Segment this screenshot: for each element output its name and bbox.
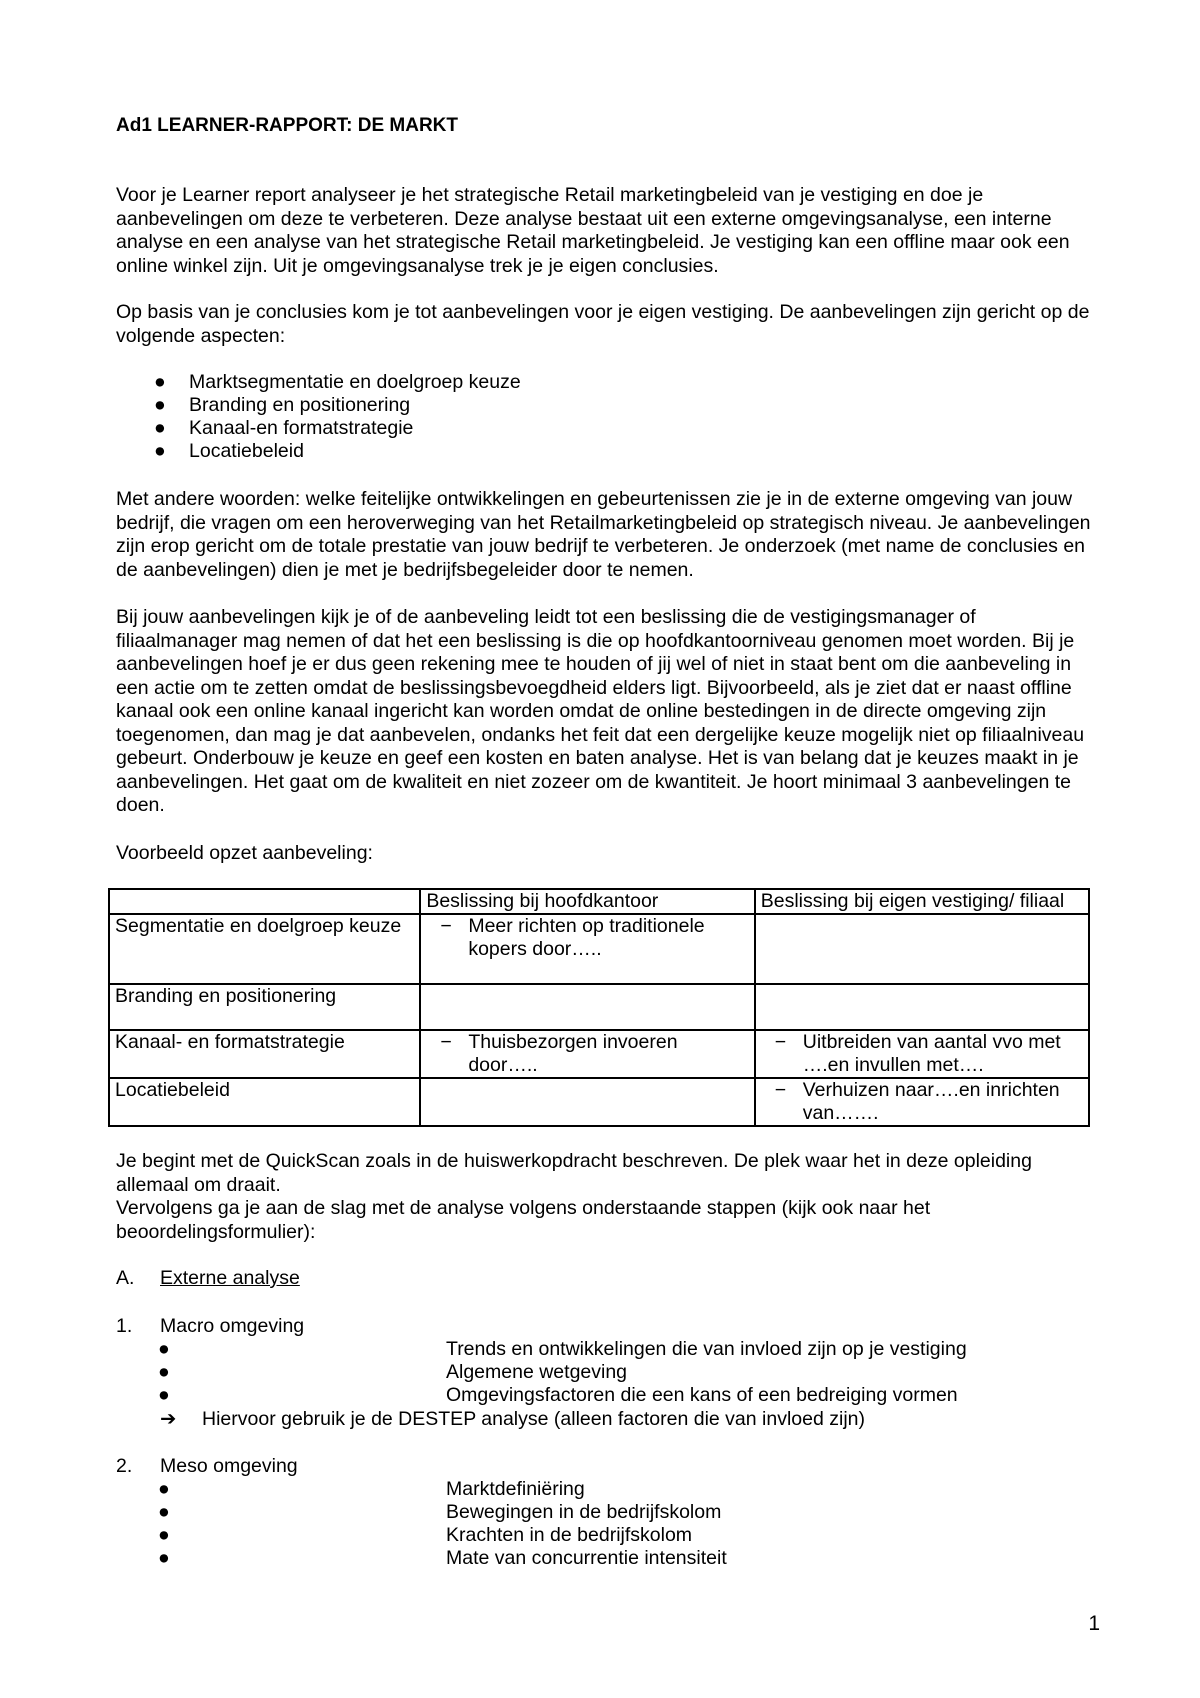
dash-icon: − [774,1031,787,1053]
table-row-label: Kanaal- en formatstrategie [109,1030,420,1078]
arrow-right-icon: ➔ [160,1408,177,1430]
paragraph-5a: Je begint met de QuickScan zoals in de huiswerkopdracht beschreven. De plek waar het in deze opleiding allemaal om draait. [116,1150,1032,1196]
table-row [109,984,1089,1030]
table-cell-hq: − Thuisbezorgen invoeren door….. [420,1030,754,1078]
bullet-icon: ● [154,440,166,462]
example-label: Voorbeeld opzet aanbeveling: [116,842,373,864]
table-cell-hq: − Meer richten op traditionele kopers door….. [420,914,754,984]
recommendation-table [108,888,1090,1127]
table-cell-branch [755,984,1089,1030]
table-row [109,914,1089,984]
table-header-cell [109,889,420,914]
bullet-icon: ● [154,371,166,393]
table-row-label: Locatiebeleid [109,1078,420,1126]
dash-icon: − [774,1079,787,1101]
table-cell-hq [420,984,754,1030]
table-row-label: Branding en positionering [109,984,420,1030]
bullet-icon: ● [154,417,166,439]
bullet-icon: ● [158,1501,170,1523]
table-row [109,1078,1089,1126]
document-page: Ad1 LEARNER-RAPPORT: DE MARKT Voor je Learner report analyseer je het strategische Retail marketingbeleid van je vestiging en doe je aanbevelingen om deze te verbeteren. Deze analyse bestaat uit een externe omgevingsanalyse, een interne analyse en een analyse van het strategische Retail marketingbeleid. Je vestiging kan een offline maar ook een online winkel zijn. Uit je omgevingsanalyse trek je je eigen conclusies. Op basis van je conclusies kom je tot aanbevelingen voor je eigen vestiging. De aanbevelingen zijn gericht op de volgende aspecten: ● Marktsegmentatie en doelgroep keuze ● Branding en positionering ● Kanaal-en formatstrategie ● Locatiebeleid Met andere woorden: welke feitelijke ontwikkelingen en gebeurtenissen zie je in de externe omgeving van jouw bedrijf, die vragen om een heroverweging van het Retailmarketingbeleid op strategisch niveau. Je aanbevelingen zijn erop gericht om de totale prestatie van jouw bedrijf te verbeteren. Je onderzoek (met name de conclusies en de aanbevelingen) dien je met je bedrijfsbegeleider door te nemen. Bij jouw aanbevelingen kijk je of de aanbeveling leidt tot een beslissing die de vestigingsmanager of filiaalmanager mag nemen of dat het een beslissing is die op hoofdkantoorniveau genomen moet worden. Bij je aanbevelingen hoef je er dus geen rekening mee te houden of jij wel of niet in staat bent om die aanbeveling in een actie om te zetten omdat de beslissingsbevoegdheid elders ligt. Bijvoorbeeld, als je ziet dat er naast offline kanaal ook een online kanaal ingericht kan worden omdat de online bestedingen in de directe omgeving zijn toegenomen, dan mag je dat aanbevelen, ondanks het feit dat een dergelijke keuze mogelijk niet op filiaalniveau gebeurt. Onderbouw je keuze en geef een kosten en baten analyse. Het is van belang dat je keuzes maakt in je aanbevelingen. Het gaat om de kwaliteit en niet zozeer om de kwantiteit. Je hoort minimaal 3 aanbevelingen te doen. Voorbeeld opzet aanbeveling: Beslissing bij hoofdkantoor Beslissing bij eigen vestiging/ filiaal Segmentatie en doelgroep keuze − Meer richten op traditionele kopers door….. Branding en positionering Kanaal- en formatstrategie − Thuisbezorgen invoeren door….. − Uitbreiden van aantal vvo met ….en invullen met…. Locatiebeleid − Verhuizen naar….en inrichten van……. Je begint met de QuickScan zoals in de huiswerkopdracht beschreven. De plek waar het in deze opleiding allemaal om draait. Vervolgens ga je aan de slag met de analyse volgens onderstaande stappen (kijk ook naar het beoordelingsformulier): A. Externe analyse 1. Macro omgeving ● Trends en ontwikkelingen die van invloed zijn op je vestiging ● Algemene wetgeving ● Omgevingsfactoren die een kans of een bedreiging vormen ➔ Hiervoor gebruik je de DESTEP analyse (alleen factoren die van invloed zijn) 2. Meso omgeving ● Marktdefiniëring ● Bewegingen in de bedrijfskolom ● Krachten in de bedrijfskolom ● Mate van concurrentie intensiteit 1 [0,0,1200,1698]
bullet-icon: ● [158,1478,170,1500]
bullet-icon: ● [158,1338,170,1360]
page-number: 1 [1088,1612,1100,1635]
table-header-cell: Beslissing bij hoofdkantoor [420,889,754,914]
bullet-icon: ● [158,1524,170,1546]
paragraph-3: Met andere woorden: welke feitelijke ontwikkelingen en gebeurtenissen zie je in de externe omgeving van jouw bedrijf, die vragen om een heroverweging van het Retailmarketingbeleid op strategisch niveau. Je aanbevelingen zijn erop gericht om de totale prestatie van jouw bedrijf te verbeteren. Je onderzoek (met name de conclusies en de aanbevelingen) dien je met je bedrijfsbegeleider door te nemen. [116,488,1091,581]
table-header-row [109,889,1089,914]
table-cell-branch: − Verhuizen naar….en inrichten van……. [755,1078,1089,1126]
paragraph-4: Bij jouw aanbevelingen kijk je of de aanbeveling leidt tot een beslissing die de vestigingsmanager of filiaalmanager mag nemen of dat het een beslissing is die op hoofdkantoorniveau genomen moet worden. Bij je aanbevelingen hoef je er dus geen rekening mee te houden of jij wel of niet in staat bent om die aanbeveling in een actie om te zetten omdat de beslissingsbevoegdheid elders ligt. Bijvoorbeeld, als je ziet dat er naast offline kanaal ook een online kanaal ingericht kan worden omdat de online bestedingen in de directe omgeving zijn toegenomen, dan mag je dat aanbevelen, ondanks het feit dat een dergelijke keuze mogelijk niet op filiaalniveau gebeurt. Onderbouw je keuze en geef een kosten en baten analyse. Het is van belang dat je keuzes maakt in je aanbevelingen. Het gaat om de kwaliteit en niet zozeer om de kwantiteit. Je hoort minimaal 3 aanbevelingen te doen. [116,606,1085,816]
intro-paragraph-2: Op basis van je conclusies kom je tot aanbevelingen voor je eigen vestiging. De aanbevelingen zijn gericht op de volgende aspecten: [116,301,1090,347]
table-row-label: Segmentatie en doelgroep keuze [109,914,420,984]
intro-paragraph-1: Voor je Learner report analyseer je het strategische Retail marketingbeleid van je vestiging en doe je aanbevelingen om deze te verbeteren. Deze analyse bestaat uit een externe omgevingsanalyse, een interne analyse en een analyse van het strategische Retail marketingbeleid. Je vestiging kan een offline maar ook een online winkel zijn. Uit je omgevingsanalyse trek je je eigen conclusies. [116,184,1070,277]
table-cell-branch: − Uitbreiden van aantal vvo met ….en invullen met…. [755,1030,1089,1078]
bullet-icon: ● [158,1547,170,1569]
dash-icon: − [440,1031,452,1053]
table-cell-hq [420,1078,754,1126]
bullet-icon: ● [158,1361,170,1383]
bullet-icon: ● [158,1384,170,1406]
table-row [109,1030,1089,1078]
document-title: Ad1 LEARNER-RAPPORT: DE MARKT [116,115,458,136]
table-cell-branch [755,914,1089,984]
bullet-icon: ● [154,394,166,416]
paragraph-5b: Vervolgens ga je aan de slag met de analyse volgens onderstaande stappen (kijk ook naar het beoordelingsformulier): [116,1197,931,1243]
table-header-cell: Beslissing bij eigen vestiging/ filiaal [755,889,1089,914]
dash-icon: − [440,915,452,937]
